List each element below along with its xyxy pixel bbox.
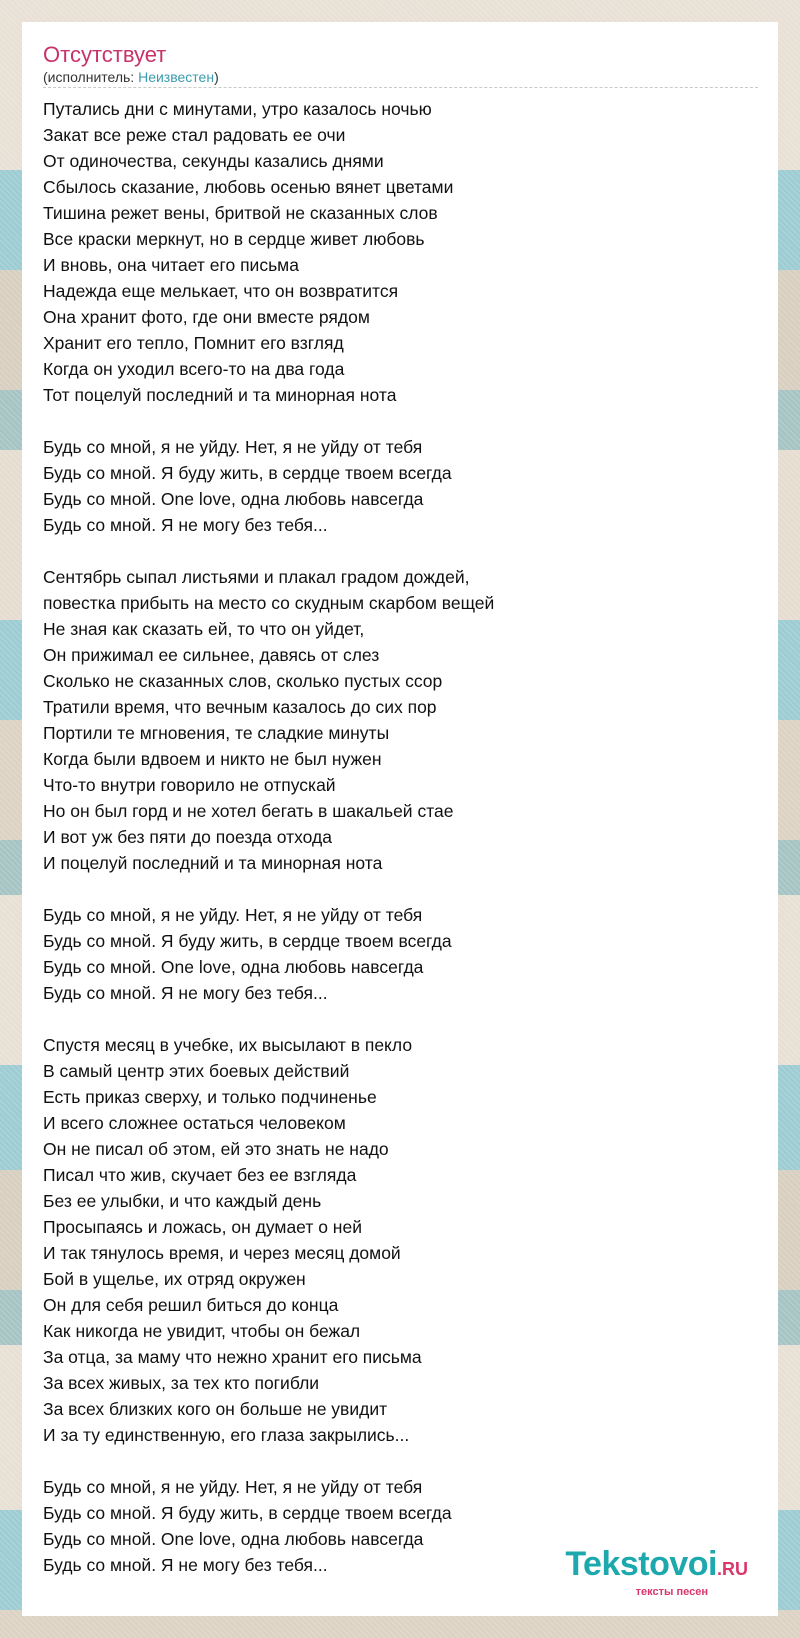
lyrics-body xyxy=(43,96,758,1578)
lyric-line: Будь со мной, я не уйду. Нет, я не уйду от тебя xyxy=(43,905,423,925)
lyric-line: Тот поцелуй последний и та минорная нота xyxy=(43,385,397,405)
lyric-line: Но он был горд и не хотел бегать в шакальей стае xyxy=(43,801,454,821)
lyric-line: И так тянулось время, и через месяц домой xyxy=(43,1243,401,1263)
lyrics-stanza xyxy=(43,1032,758,1448)
lyrics-stanza xyxy=(43,434,758,538)
lyric-line: Он не писал об этом, ей это знать не надо xyxy=(43,1139,389,1159)
lyric-line: повестка прибыть на место со скудным скарбом вещей xyxy=(43,593,495,613)
lyric-line: Бой в ущелье, их отряд окружен xyxy=(43,1269,306,1289)
lyric-line: Когда были вдвоем и никто не был нужен xyxy=(43,749,382,769)
lyric-line: И за ту единственную, его глаза закрылись... xyxy=(43,1425,410,1445)
lyric-line: Тратили время, что вечным казалось до сих пор xyxy=(43,697,437,717)
lyric-line: Когда он уходил всего-то на два года xyxy=(43,359,345,379)
lyric-line: Не зная как сказать ей, то что он уйдет, xyxy=(43,619,365,639)
lyric-line: Будь со мной, я не уйду. Нет, я не уйду от тебя xyxy=(43,437,423,457)
lyric-line: Хранит его тепло, Помнит его взгляд xyxy=(43,333,344,353)
lyric-line: Закат все реже стал радовать ее очи xyxy=(43,125,346,145)
lyrics-stanza xyxy=(43,96,758,408)
lyric-line: Она хранит фото, где они вместе рядом xyxy=(43,307,370,327)
lyric-line: Спустя месяц в учебке, их высылают в пекло xyxy=(43,1035,413,1055)
logo-tld: .RU xyxy=(717,1559,748,1579)
lyric-line: Есть приказ сверху, и только подчиненье xyxy=(43,1087,377,1107)
performer-line xyxy=(43,68,758,86)
lyric-line: За всех живых, за тех кто погибли xyxy=(43,1373,320,1393)
lyric-line: Сентябрь сыпал листьями и плакал градом дождей, xyxy=(43,567,470,587)
lyric-line: Все краски меркнут, но в сердце живет любовь xyxy=(43,229,425,249)
lyric-line: И вновь, она читает его письма xyxy=(43,255,299,275)
logo-tagline: тексты песен xyxy=(635,1586,708,1598)
lyric-line: За всех близких кого он больше не увидит xyxy=(43,1399,388,1419)
lyric-line: Будь со мной. Я не могу без тебя... xyxy=(43,515,328,535)
lyric-line: Писал что жив, скучает без ее взгляда xyxy=(43,1165,357,1185)
lyric-line: Сколько не сказанных слов, сколько пустых ссор xyxy=(43,671,443,691)
lyric-line: Без ее улыбки, и что каждый день xyxy=(43,1191,322,1211)
lyric-line: И вот уж без пяти до поезда отхода xyxy=(43,827,332,847)
lyrics-card xyxy=(22,22,778,1616)
lyric-line: Будь со мной. One love, одна любовь навсегда xyxy=(43,957,424,977)
lyric-line: Будь со мной. Я не могу без тебя... xyxy=(43,1555,328,1575)
artist-link[interactable]: Неизвестен xyxy=(138,69,215,85)
lyric-line: Будь со мной, я не уйду. Нет, я не уйду от тебя xyxy=(43,1477,423,1497)
lyric-line: Будь со мной. Я буду жить, в сердце твоем всегда xyxy=(43,931,452,951)
lyric-line: От одиночества, секунды казались днями xyxy=(43,151,384,171)
lyric-line: Портили те мгновения, те сладкие минуты xyxy=(43,723,390,743)
lyric-line: Путались дни с минутами, утро казалось ночью xyxy=(43,99,432,119)
logo-name: Tekstovoi xyxy=(565,1545,717,1583)
lyrics-stanza xyxy=(43,902,758,1006)
lyric-line: И поцелуй последний и та минорная нота xyxy=(43,853,383,873)
performer-suffix: ) xyxy=(214,69,219,85)
lyric-line: Будь со мной. Я буду жить, в сердце твоем всегда xyxy=(43,1503,452,1523)
lyric-line: Будь со мной. Я не могу без тебя... xyxy=(43,983,328,1003)
lyric-line: За отца, за маму что нежно хранит его письма xyxy=(43,1347,422,1367)
lyric-line: Тишина режет вены, бритвой не сказанных слов xyxy=(43,203,438,223)
lyric-line: Будь со мной. One love, одна любовь навсегда xyxy=(43,1529,424,1549)
lyric-line: Он прижимал ее сильнее, давясь от слез xyxy=(43,645,380,665)
lyric-line: Он для себя решил биться до конца xyxy=(43,1295,339,1315)
lyric-line: И всего сложнее остаться человеком xyxy=(43,1113,346,1133)
song-title: Отсутствует xyxy=(43,42,167,67)
lyric-line: Просыпаясь и ложась, он думает о ней xyxy=(43,1217,362,1237)
performer-prefix: (исполнитель: xyxy=(43,69,139,85)
lyric-line: Будь со мной. One love, одна любовь навсегда xyxy=(43,489,424,509)
lyrics-stanza xyxy=(43,564,758,876)
site-logo[interactable] xyxy=(565,1547,748,1598)
lyric-line: Надежда еще мелькает, что он возвратится xyxy=(43,281,399,301)
logo-wordmark xyxy=(565,1547,748,1586)
title-divider xyxy=(43,87,758,88)
lyric-line: Как никогда не увидит, чтобы он бежал xyxy=(43,1321,361,1341)
lyric-line: В самый центр этих боевых действий xyxy=(43,1061,350,1081)
lyric-line: Что-то внутри говорило не отпускай xyxy=(43,775,336,795)
lyric-line: Сбылось сказание, любовь осенью вянет цветами xyxy=(43,177,454,197)
lyric-line: Будь со мной. Я буду жить, в сердце твоем всегда xyxy=(43,463,452,483)
